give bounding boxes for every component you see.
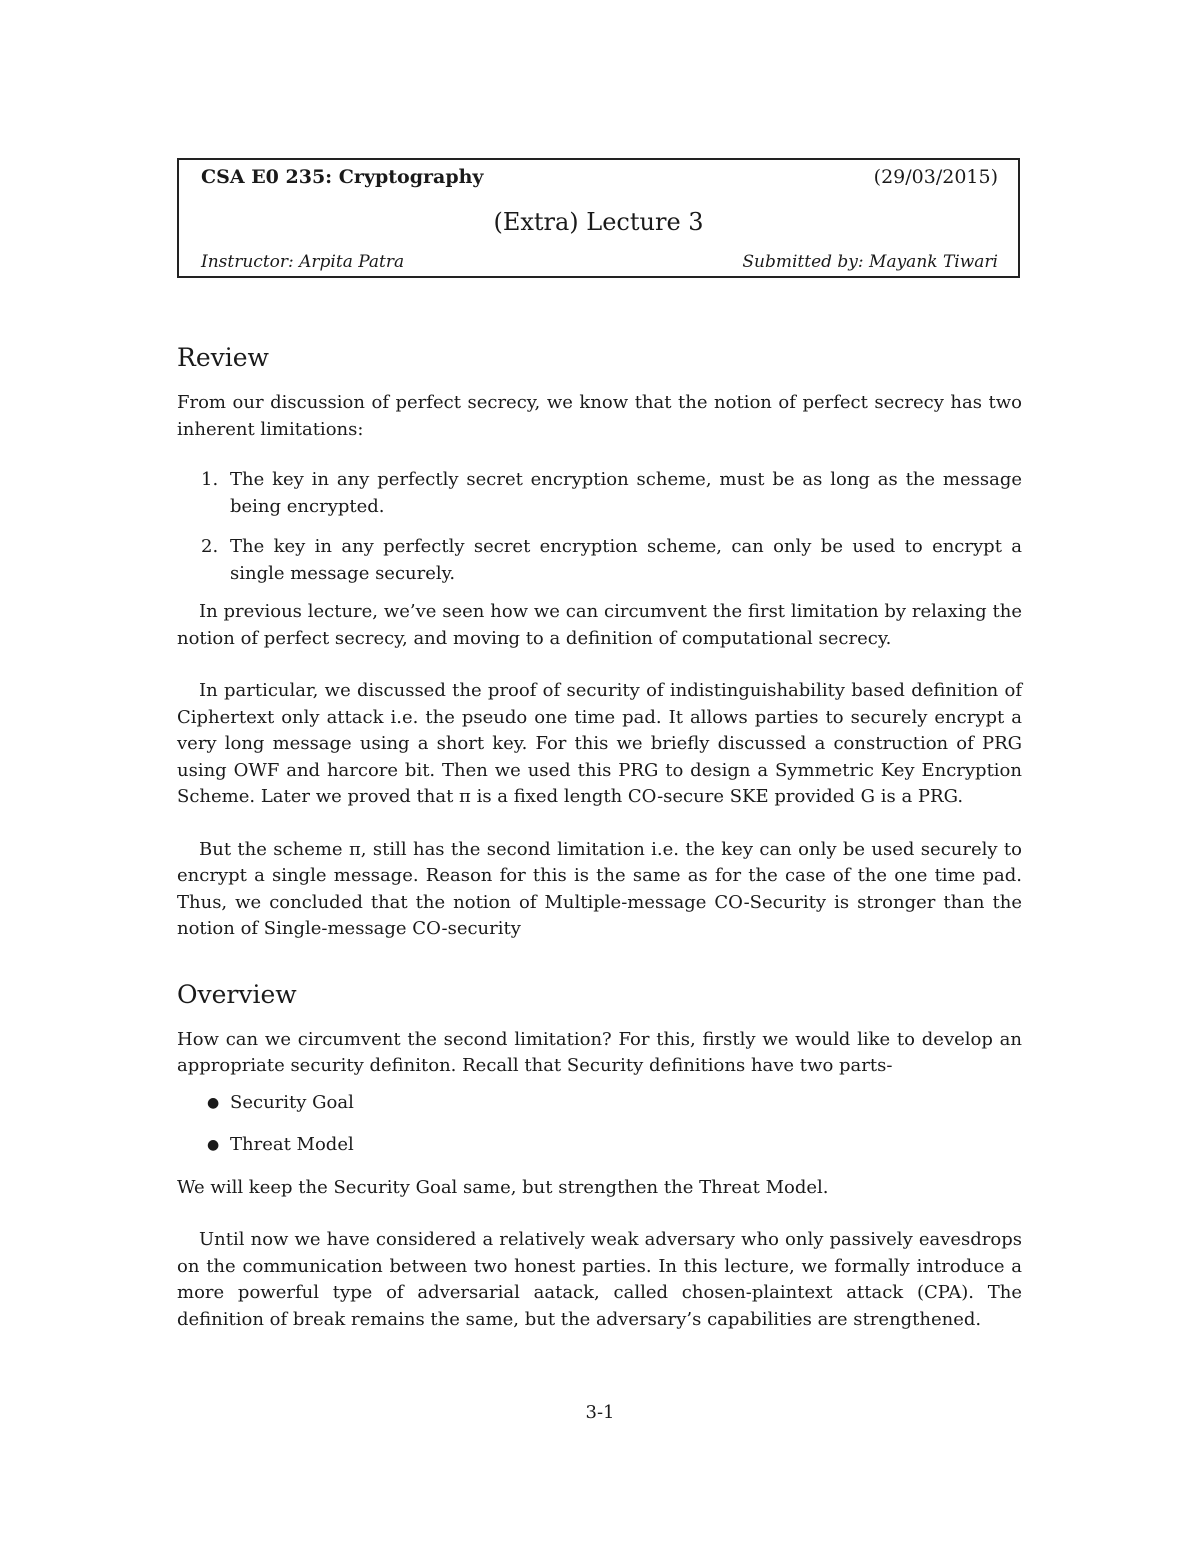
lecture-header-box bbox=[177, 158, 1020, 278]
overview-paragraph-cpa: Until now we have considered a relatively weak adversary who only passively eavesdrops on the communication between two honest parties. In this lecture, we formally introduce a more powerful type of adversarial aatack, called chosen-plaintext attack (CPA). The definition of break remains the same, but the adversary’s capabilities are strengthened. bbox=[177, 1229, 1022, 1330]
review-paragraph-previous-lecture: In previous lecture, we’ve seen how we can circumvent the first limitation by relaxing the notion of perfect secrecy, and moving to a definition of computational secrecy. bbox=[177, 601, 1022, 649]
bullet-icon: ● bbox=[207, 1137, 220, 1153]
list-item bbox=[177, 467, 1022, 520]
lecture-body bbox=[177, 340, 1022, 1333]
review-paragraph-particular: In particular, we discussed the proof of security of indistinguishability based definition of Ciphertext only attack i.e. the pseudo one time pad. It allows parties to securely encrypt a very long message using a short key. For this we briefly discussed a construction of PRG using OWF and harcore bit. Then we used this PRG to design a Symmetric Key Encryption Scheme. Later we proved that π is a fixed length CO-secure SKE provided G is a PRG. bbox=[177, 680, 1022, 807]
list-item-text: The key in any perfectly secret encryption scheme, must be as long as the message being encrypted. bbox=[230, 469, 1022, 517]
bullet-icon: ● bbox=[207, 1094, 220, 1111]
list-item bbox=[177, 1132, 1022, 1159]
list-item-text: Threat Model bbox=[230, 1134, 354, 1155]
list-item bbox=[177, 1090, 1022, 1117]
overview-heading: Overview bbox=[177, 979, 297, 1009]
review-section bbox=[177, 340, 1022, 943]
list-item-text: The key in any perfectly secret encryption scheme, can only be used to encrypt a single message securely. bbox=[230, 536, 1022, 584]
review-paragraph-second-limitation: But the scheme π, still has the second limitation i.e. the key can only be used securely to encrypt a single message. Reason for this is the same as for the case of the one time pad. Thus, we concluded that the notion of Multiple-message CO-Security is stronger than the notion of Single-message CO-security bbox=[177, 838, 1022, 939]
instructor-name: Instructor: Arpita Patra bbox=[201, 252, 405, 272]
limitations-list bbox=[177, 467, 1022, 587]
review-heading: Review bbox=[177, 343, 269, 372]
overview-section bbox=[177, 977, 1022, 1334]
list-item bbox=[177, 534, 1022, 587]
list-number: 1. bbox=[201, 469, 219, 490]
security-parts-list bbox=[177, 1090, 1022, 1159]
list-item-text: Security Goal bbox=[230, 1091, 354, 1113]
list-number: 2. bbox=[201, 536, 219, 557]
course-title: CSA E0 235: Cryptography bbox=[201, 166, 484, 188]
overview-intro: How can we circumvent the second limitation? For this, firstly we would like to develop an appropriate security definiton. Recall that Security definitions have two parts- bbox=[177, 1028, 1022, 1076]
lecture-title: (Extra) Lecture 3 bbox=[493, 208, 704, 236]
overview-paragraph-threat-model: We will keep the Security Goal same, but strengthen the Threat Model. bbox=[177, 1176, 829, 1198]
submitted-by: Submitted by: Mayank Tiwari bbox=[742, 252, 998, 272]
review-intro: From our discussion of perfect secrecy, we know that the notion of perfect secrecy has two inherent limitations: bbox=[177, 392, 1022, 440]
page-number: 3-1 bbox=[585, 1402, 615, 1423]
lecture-date: (29/03/2015) bbox=[873, 166, 998, 188]
